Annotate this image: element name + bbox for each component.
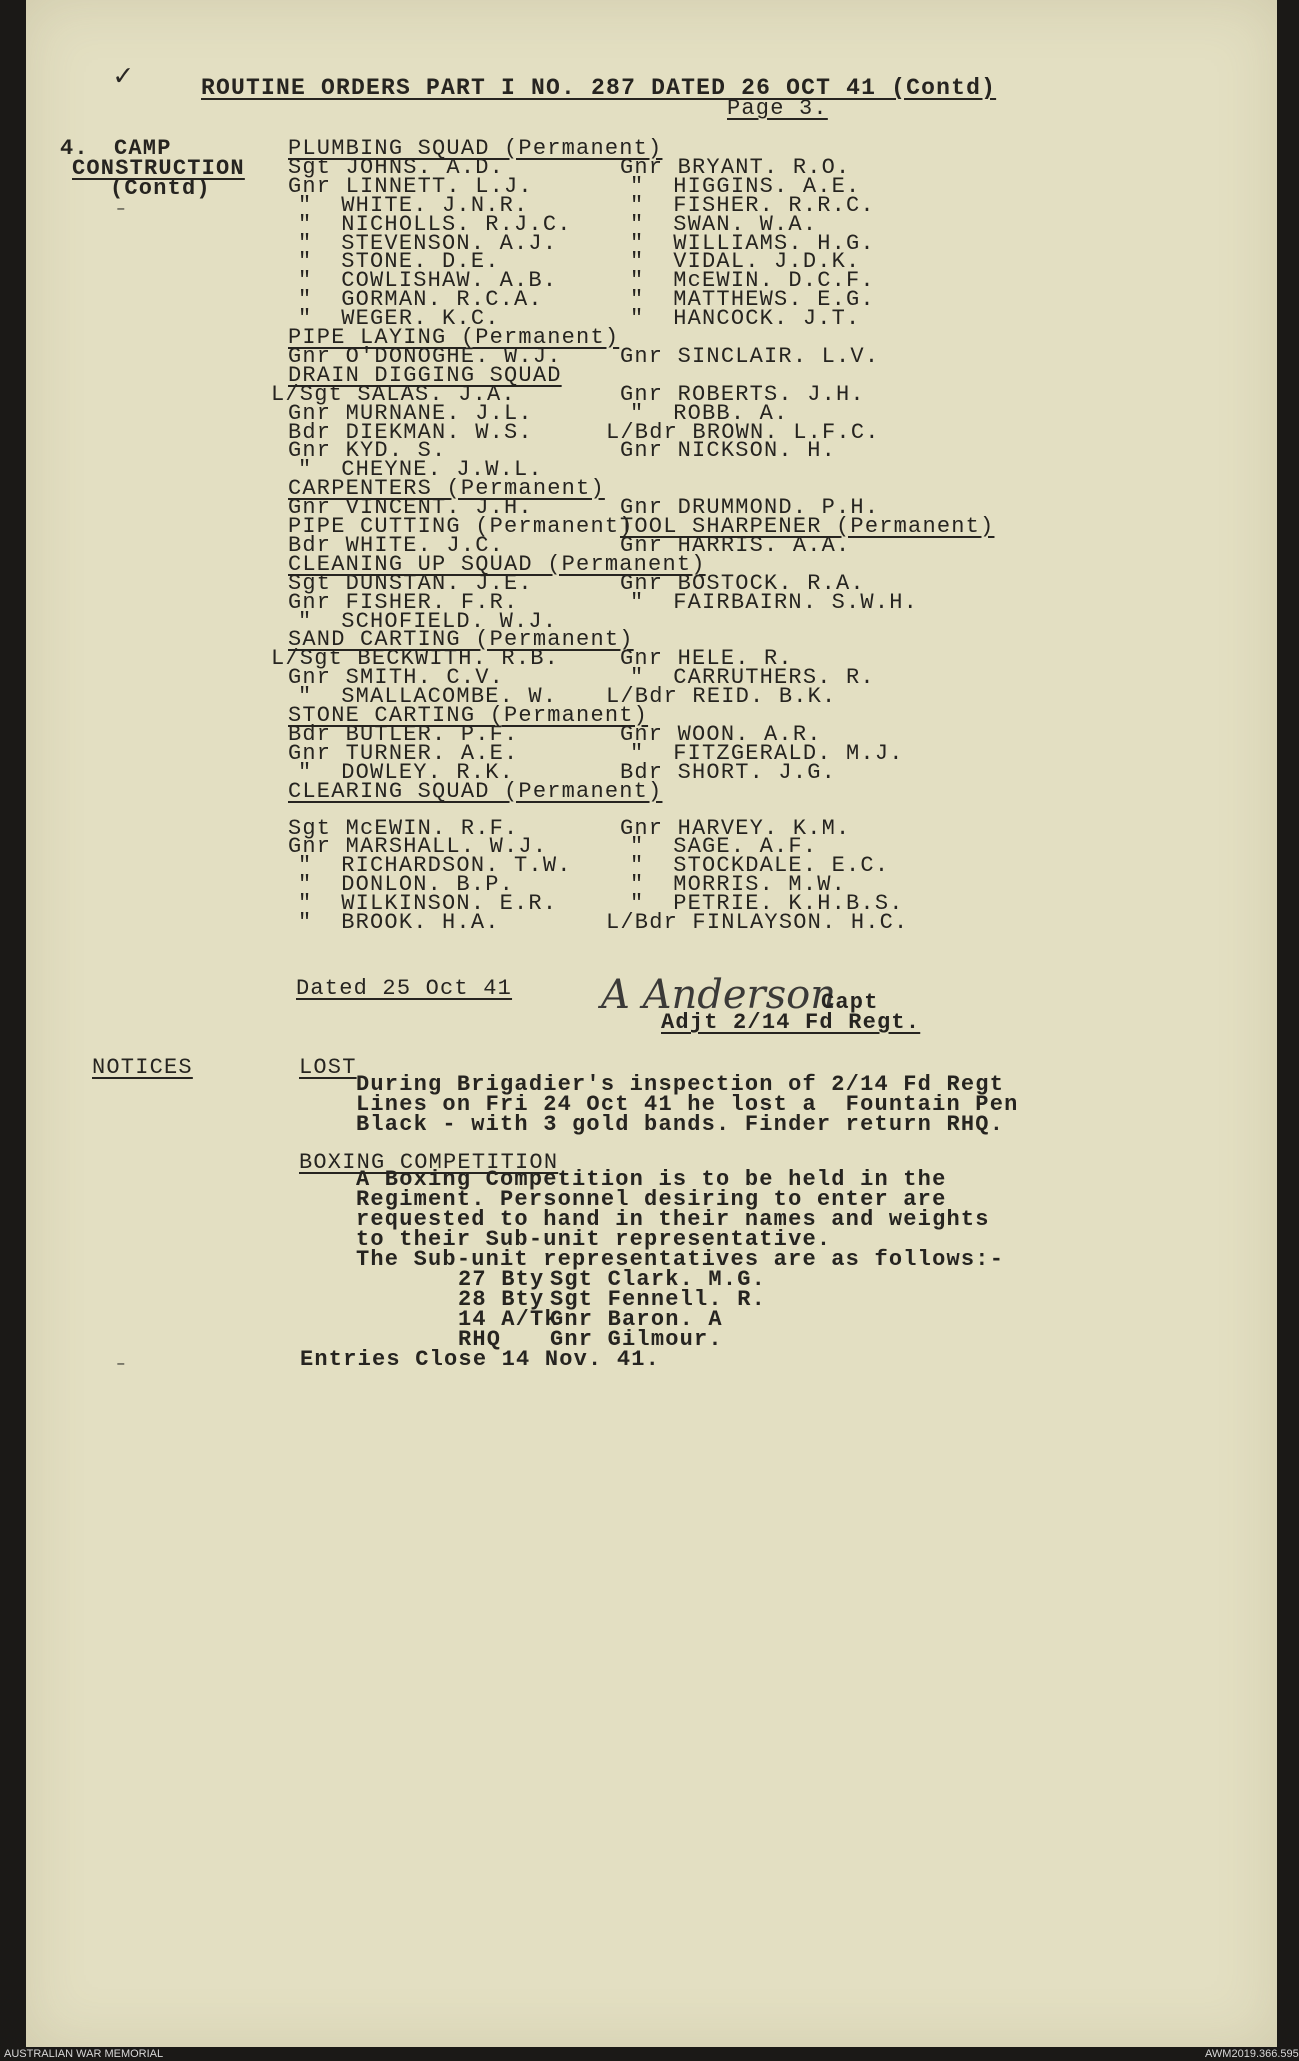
personnel-entry: L/Sgt SALAS. J.A. [271, 382, 516, 407]
personnel-entry: " GORMAN. R.C.A. [298, 287, 543, 312]
personnel-entry: " SAGE. A.F. [630, 834, 818, 859]
document-title: ROUTINE ORDERS PART I NO. 287 DATED 26 OCT 41 (Contd) [201, 75, 997, 101]
personnel-entry: " VIDAL. J.D.K. [630, 249, 861, 274]
personnel-entry: " PETRIE. K.H.B.S. [630, 891, 904, 916]
personnel-entry: " WILKINSON. E.R. [298, 891, 558, 916]
personnel-entry: L/Bdr BROWN. L.F.C. [606, 420, 880, 445]
squad-heading: SAND CARTING (Permanent) [288, 627, 634, 652]
rep-name: Gnr Gilmour. [550, 1327, 723, 1352]
personnel-entry: Gnr WOON. A.R. [620, 722, 822, 747]
rep-unit: 14 A/Tk [458, 1307, 559, 1332]
personnel-entry: Gnr ROBERTS. J.H. [620, 382, 865, 407]
personnel-entry: Gnr BOSTOCK. R.A. [620, 571, 865, 596]
squad-heading: CARPENTERS (Permanent) [288, 476, 605, 501]
section-heading-line3: (Contd) [110, 176, 211, 201]
personnel-entry: Gnr KYD. S. [288, 438, 447, 463]
personnel-entry: Bdr DIEKMAN. W.S. [288, 420, 533, 445]
personnel-entry: " FITZGERALD. M.J. [630, 741, 904, 766]
lost-line-2: Lines on Fri 24 Oct 41 he lost a Fountain Pen [356, 1092, 1019, 1117]
personnel-entry: " ROBB. A. [630, 401, 789, 426]
personnel-entry: Gnr MARSHALL. W.J. [288, 834, 548, 859]
dated-line: Dated 25 Oct 41 [296, 976, 513, 1001]
personnel-entry: Gnr NICKSON. H. [620, 438, 837, 463]
section-heading-line2: CONSTRUCTION [72, 156, 245, 181]
rep-unit: 28 Bty [458, 1287, 545, 1312]
personnel-entry: Gnr LINNETT. L.J. [288, 174, 533, 199]
lost-line-1: During Brigadier's inspection of 2/14 Fd Regt [356, 1072, 1005, 1097]
boxing-heading: BOXING COMPETITION [299, 1150, 559, 1175]
personnel-entry: Sgt DUNSTAN. J.E. [288, 571, 533, 596]
rep-name: Sgt Fennell. R. [550, 1287, 767, 1312]
lost-heading: LOST [299, 1055, 357, 1080]
personnel-entry: Sgt JOHNS. A.D. [288, 155, 505, 180]
personnel-entry: " SWAN. W.A. [630, 212, 818, 237]
personnel-entry: Bdr WHITE. J.C. [288, 533, 505, 558]
entries-close: Entries Close 14 Nov. 41. [300, 1347, 661, 1372]
squad-heading: PIPE LAYING (Permanent) [288, 325, 620, 350]
footer-bar [0, 2047, 1299, 2061]
page-number: Page 3. [727, 96, 828, 121]
squad-heading: CLEARING SQUAD (Permanent) [288, 779, 663, 804]
personnel-entry: Gnr TURNER. A.E. [288, 741, 519, 766]
personnel-entry: " BROOK. H.A. [298, 910, 500, 935]
personnel-entry: PIPE CUTTING (Permanent) [288, 514, 634, 539]
personnel-entry: " STEVENSON. A.J. [298, 231, 558, 256]
squad-heading: TOOL SHARPENER (Permanent) [620, 514, 995, 539]
personnel-entry: L/Sgt BECKWITH. R.B. [271, 646, 560, 671]
signatory-rank: Capt [821, 990, 879, 1015]
personnel-entry: Gnr HELE. R. [620, 646, 793, 671]
boxing-line-3: requested to hand in their names and weights [356, 1207, 990, 1232]
personnel-entry: L/Bdr REID. B.K. [606, 684, 837, 709]
boxing-line-2: Regiment. Personnel desiring to enter are [356, 1187, 947, 1212]
personnel-entry: " McEWIN. D.C.F. [630, 268, 875, 293]
squad-heading: PLUMBING SQUAD (Permanent) [288, 136, 663, 161]
squad-heading: STONE CARTING (Permanent) [288, 703, 649, 728]
personnel-entry: " MORRIS. M.W. [630, 872, 847, 897]
squad-heading: CLEANING UP SQUAD (Permanent) [288, 552, 706, 577]
personnel-entry: " WILLIAMS. H.G. [630, 231, 875, 256]
personnel-entry: " WHITE. J.N.R. [298, 193, 529, 218]
personnel-entry: " SMALLACOMBE. W. [298, 684, 558, 709]
personnel-entry: " HANCOCK. J.T. [630, 306, 861, 331]
boxing-line-4: to their Sub-unit representative. [356, 1227, 832, 1252]
rep-unit: 27 Bty [458, 1267, 545, 1292]
personnel-entry: Gnr DRUMMOND. P.H. [620, 495, 880, 520]
personnel-entry: " SCHOFIELD. W.J. [298, 609, 558, 634]
personnel-entry: " FISHER. R.R.C. [630, 193, 875, 218]
personnel-entry: Gnr BRYANT. R.O. [620, 155, 851, 180]
personnel-entry: " NICHOLLS. R.J.C. [298, 212, 572, 237]
pencil-mark: ✓ [114, 61, 133, 95]
personnel-entry: " WEGER. K.C. [298, 306, 500, 331]
personnel-entry: " COWLISHAW. A.B. [298, 268, 558, 293]
squad-heading: DRAIN DIGGING SQUAD [288, 363, 562, 388]
personnel-entry: " DOWLEY. R.K. [298, 760, 515, 785]
footer-source: AUSTRALIAN WAR MEMORIAL [4, 2048, 164, 2060]
boxing-line-1: A Boxing Competition is to be held in the [356, 1167, 947, 1192]
document-page [26, 0, 1277, 2047]
personnel-entry: Gnr O'DONOGHE. W.J. [288, 344, 562, 369]
personnel-entry: Bdr SHORT. J.G. [620, 760, 837, 785]
lost-line-3: Black - with 3 gold bands. Finder return RHQ. [356, 1112, 1005, 1137]
rep-unit: RHQ [458, 1327, 502, 1352]
signature: A Anderson [601, 972, 837, 1018]
personnel-entry: " STONE. D.E. [298, 249, 500, 274]
boxing-line-5: The Sub-unit representatives are as follows:- [356, 1247, 1005, 1272]
personnel-entry: Bdr BUTLER. P.F. [288, 722, 519, 747]
personnel-entry: " FAIRBAIRN. S.W.H. [630, 590, 919, 615]
personnel-entry: Sgt McEWIN. R.F. [288, 816, 519, 841]
personnel-entry: " CARRUTHERS. R. [630, 665, 875, 690]
personnel-entry: " HIGGINS. A.E. [630, 174, 861, 199]
margin-tick: – [116, 200, 126, 218]
personnel-entry: Gnr MURNANE. J.L. [288, 401, 533, 426]
section-number: 4. [60, 136, 89, 161]
margin-tick: – [116, 1355, 126, 1373]
personnel-entry: " CHEYNE. J.W.L. [298, 457, 543, 482]
personnel-entry: L/Bdr FINLAYSON. H.C. [606, 910, 909, 935]
notices-heading: NOTICES [92, 1055, 193, 1080]
personnel-entry: " DONLON. B.P. [298, 872, 515, 897]
signatory-appointment: Adjt 2/14 Fd Regt. [661, 1010, 921, 1035]
personnel-entry: Gnr VINCENT. J.H. [288, 495, 533, 520]
personnel-entry: Gnr SINCLAIR. L.V. [620, 344, 880, 369]
footer-accession: AWM2019.366.595 [1205, 2048, 1299, 2060]
rep-name: Gnr Baron. A [550, 1307, 723, 1332]
personnel-entry: " RICHARDSON. T.W. [298, 853, 572, 878]
personnel-entry: Gnr FISHER. F.R. [288, 590, 519, 615]
personnel-entry: " STOCKDALE. E.C. [630, 853, 890, 878]
rep-name: Sgt Clark. M.G. [550, 1267, 767, 1292]
personnel-entry: Gnr SMITH. C.V. [288, 665, 505, 690]
personnel-entry: Gnr HARVEY. K.M. [620, 816, 851, 841]
personnel-entry: Gnr HARRIS. A.A. [620, 533, 851, 558]
section-heading-line1: CAMP [114, 136, 172, 161]
personnel-entry: " MATTHEWS. E.G. [630, 287, 875, 312]
